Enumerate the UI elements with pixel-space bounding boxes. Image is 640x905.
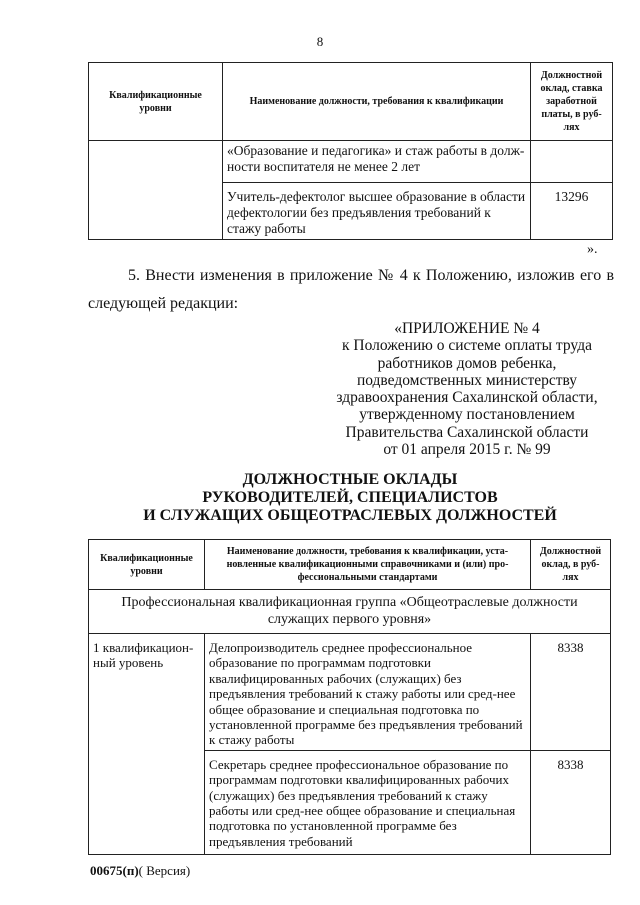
table1-row-position: Учитель-дефектолог высшее образование в области дефектологии без предъявления требований к стажу работы [223,183,531,240]
footer-label: ( Версия) [138,863,191,878]
table2-row-salary: 8338 [531,750,611,854]
appendix-line: к Положению о системе оплаты труда [342,337,592,355]
appendix-line: работников домов ребенка, [377,354,557,372]
table1-row-salary: 13296 [531,183,613,240]
appendix-line: «ПРИЛОЖЕНИЕ № 4 [394,320,540,337]
quote-close: ». [587,242,598,257]
appendix-line: здравоохранения Сахалинской области, [336,389,598,407]
heading-line: РУКОВОДИТЕЛЕЙ, СПЕЦИАЛИСТОВ [202,489,498,506]
appendix-line: подведомственных министерству [356,371,578,389]
table1-header-level: Квалификационные уровни [89,63,223,141]
appendix-line: утвержденному постановлением [359,406,575,424]
table1-header-position: Наименование должности, требования к квалификации [223,63,531,141]
page-number: 8 [316,34,324,49]
table1-row-position: «Образование и педагогика» и стаж работы в долж-ности воспитателя не менее 2 лет [223,141,531,183]
table1-row-salary [531,141,613,183]
appendix-block [320,320,614,458]
table2-row-position: Делопроизводитель среднее профессиональное образование по программам подготовки квалифицированных рабочих (служащих) без предъявления требований к стажу работы или сред-нее общее образование и специальная подготовка по установленной программе без предъявления требований к стажу работы [205,634,531,751]
table2-level-cell: 1 квалификацион-ный уровень [89,634,205,855]
table1-level-cell [89,141,223,240]
footer-code: 00675(п) [90,863,139,878]
heading-line: ДОЛЖНОСТНЫЕ ОКЛАДЫ [242,471,458,488]
table-continuation [88,62,613,240]
table2-group-row: Профессиональная квалификационная группа «Общеотраслевые должности служащих первого уровня» [89,590,611,634]
appendix-line: от 01 апреля 2015 г. № 99 [383,441,551,459]
section-heading [88,471,612,525]
table2-header-level: Квалификационные уровни [89,540,205,590]
table2-header-salary: Должностной оклад, в руб-лях [531,540,611,590]
table1-header-salary: Должностной оклад, ставка заработной платы, в руб-лях [531,63,613,141]
heading-line: И СЛУЖАЩИХ ОБЩЕОТРАСЛЕВЫХ ДОЛЖНОСТЕЙ [143,507,557,524]
appendix-line: Правительства Сахалинской области [345,423,589,441]
table2-row-position: Секретарь среднее профессиональное образование по программам подготовки квалифицированных рабочих (служащих) без предъявления требований к стажу работы или сред-нее общее образование и специальная подготовка по установленной программе без предъявления требований [205,750,531,854]
salary-table [88,539,611,855]
footer-version [90,863,190,879]
table2-header-position: Наименование должности, требования к квалификации, уста-новленные квалификационными справочниками и (или) про-фессиональными стандартами [205,540,531,590]
table2-row-salary: 8338 [531,634,611,751]
amendment-paragraph: 5. Внести изменения в приложение № 4 к Положению, изложив его в следующей редакции: [88,267,614,312]
